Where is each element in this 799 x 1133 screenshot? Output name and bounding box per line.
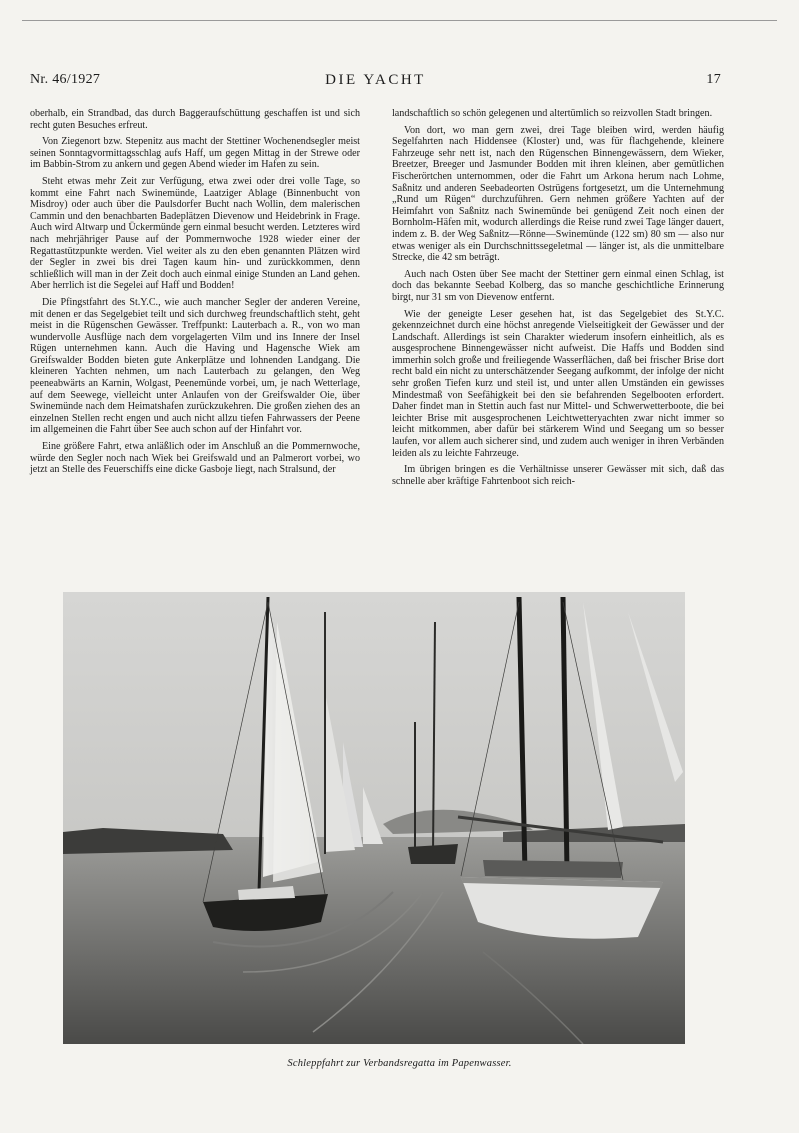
photo-caption: Schleppfahrt zur Verbandsregatta im Papenwasser.	[287, 1058, 512, 1069]
paragraph: Von dort, wo man gern zwei, drei Tage bleiben wird, werden häufig Segelfahrten nach Hiddensee (Kloster) und, was für flachgehende, kleinere Fahrzeuge sehr nett ist, nach den Rügenschen Binnengewässern, dem Wieker, Breetzer, Breeger und Jasmunder Bodden mit ihren kleinen, aber gemütlichen Fischerörtchen unternommen, oder die Fahrt um Arkona herum nach Lohme, Saßnitz und anderen Seebadeorten Ostrügens fortgesetzt, um die Unternehmung „Rund um Rügen“ durchzuführen. Gern nehmen größere Yachten auf der Heimfahrt von Saßnitz nach Swinemünde bei genügend Zeit noch einen der Bornholm-Häfen mit, wodurch allerdings die Reise rund zwei Tage länger dauert, indem z. B. der Weg Saßnitz—Rönne—Swinemünde (122 sm) 80 sm — also nur etwas weniger als ein Durchschnittssegeletmal — länger ist, als die unmittelbare Strecke, die 42 sm beträgt.	[392, 124, 724, 264]
sailing-photo	[63, 592, 685, 1044]
left-text-column	[30, 108, 360, 481]
paragraph: Wie der geneigte Leser gesehen hat, ist das Segelgebiet des St.Y.C. gekennzeichnet durch eine höchst anregende Vielseitigkeit der Gewässer und der Landschaft. Allerdings ist sein Charakter wiederum insofern einheitlich, als es ausgesprochene Binnengewässer nicht aufweist. Die Haffs und Bodden sind immerhin solch große und freiliegende Wasserflächen, daß bei frischer Brise dort recht bald ein nicht zu unterschätzender Seegang aufkommt, der infolge der nicht sehr großen Tiefen kurz und steil ist, und unter allen Umständen ein gewisses Mindestmaß von Seefähigkeit bei den sie befahrenden Segelbooten erfordert. Daher findet man in Stettin auch fast nur Mittel- und Schwerwetterboote, die bei leichter Brise mit ausgesprochenen Leichtwetteryachten zwar nicht immer so leicht mitkommen, aber dafür bei stärkerem Wind und Seegang um so besser laufen, vor allem auch sicherer sind, und zudem auch weniger in ihren Verbänden leiden als zu leichte Fahrzeuge.	[392, 308, 724, 459]
right-text-column	[392, 108, 724, 492]
paragraph: Von Ziegenort bzw. Stepenitz aus macht der Stettiner Wochenendsegler meist seinen Sonntagvormittagsschlag aufs Haff, um gegen Mittag in der Strewe oder im Babbin-Strom zu ankern und gegen Abend wieder im Hafen zu sein.	[30, 136, 360, 171]
page-header	[30, 72, 721, 92]
paragraph: landschaftlich so schön gelegenen und altertümlich so reizvollen Stadt bringen.	[392, 108, 713, 119]
issue-number: Nr. 46/1927	[30, 72, 101, 87]
top-rule	[22, 20, 777, 21]
paragraph: Steht etwas mehr Zeit zur Verfügung, etwa zwei oder drei volle Tage, so kommt eine Fahrt nach Swinemünde, Laatziger Ablage (Binnenbucht von Misdroy) oder auch über die Paulsdorfer Bucht nach Wollin, dem malerischen Cammin und den benachbarten Badeplätzen Dievenow und Heidebrink in Frage. Auch wird Altwarp und Ückermünde gern einmal besucht werden. Letzteres wird nach mehrjähriger Pause auf der Pommernwoche 1928 wieder einer der Regattastützpunkte werden. Viel weiter als zu den eben genannten Plätzen wird der Segler in zwei bis drei Tagen kaum hin- und zurückkommen, denn schließlich will man in der Zeit doch auch einmal einige Stunden an Land gehen. Aber herrlich ist die Segelei auf Haff und Bodden!	[30, 175, 360, 292]
paragraph: Auch nach Osten über See macht der Stettiner gern einmal einen Schlag, ist doch das bekannte Seebad Kolberg, das so manche geschichtliche Erinnerung birgt, nur 31 sm von Dievenow entfernt.	[392, 268, 724, 303]
paragraph: Die Pfingstfahrt des St.Y.C., wie auch mancher Segler der anderen Vereine, mit denen er das Segelgebiet teilt und sich durchweg freundschaftlich steht, geht meist in die Rügenschen Gewässer. Treffpunkt: Lauterbach a. R., von wo man wundervolle Ausflüge nach dem vorgelagerten Vilm und ins Innere der Insel Rügen unternehmen kann. Auch die Having und Hagensche Wiek am Greifswalder Bodden bieten gute Ankerplätze und lohnenden Landgang. Die kleineren Yachten nehmen, um nach Lauterbach zu gelangen, den Weg peeneabwärts an Karnin, Wolgast, Peenemünde vorbei, um, je nach Wetterlage, auf dem Seewege, vielleicht unter Anlaufen von der Greifswalder Oie, über Swinemünde nach dem Heimatshafen zurückzukehren. Die großen ziehen des an einzelnen Stellen recht engen und auch nicht allzu tiefen Fahrwassers der Peene im allgemeinen die Fahrt über See auch schon auf der Hinfahrt vor.	[30, 296, 360, 436]
paragraph: Eine größere Fahrt, etwa anläßlich oder im Anschluß an die Pommernwoche, würde den Segler noch nach Wiek bei Greifswald und an Palmerort vorbei, wo jetzt an Stelle des Feuerschiffs eine dicke Gasboje liegt, nach Stralsund, der	[30, 441, 360, 476]
page-number: 17	[706, 72, 721, 87]
sailboats-tow-illustration	[63, 592, 685, 1044]
magazine-title: DIE YACHT	[325, 72, 426, 88]
paragraph: oberhalb, ein Strandbad, das durch Baggeraufschüttung geschaffen ist und sich recht guten Besuches erfreut.	[30, 108, 360, 131]
paragraph: Im übrigen bringen es die Verhältnisse unserer Gewässer mit sich, daß das schnelle aber kräftige Fahrtenboot sich reich-	[392, 464, 724, 487]
